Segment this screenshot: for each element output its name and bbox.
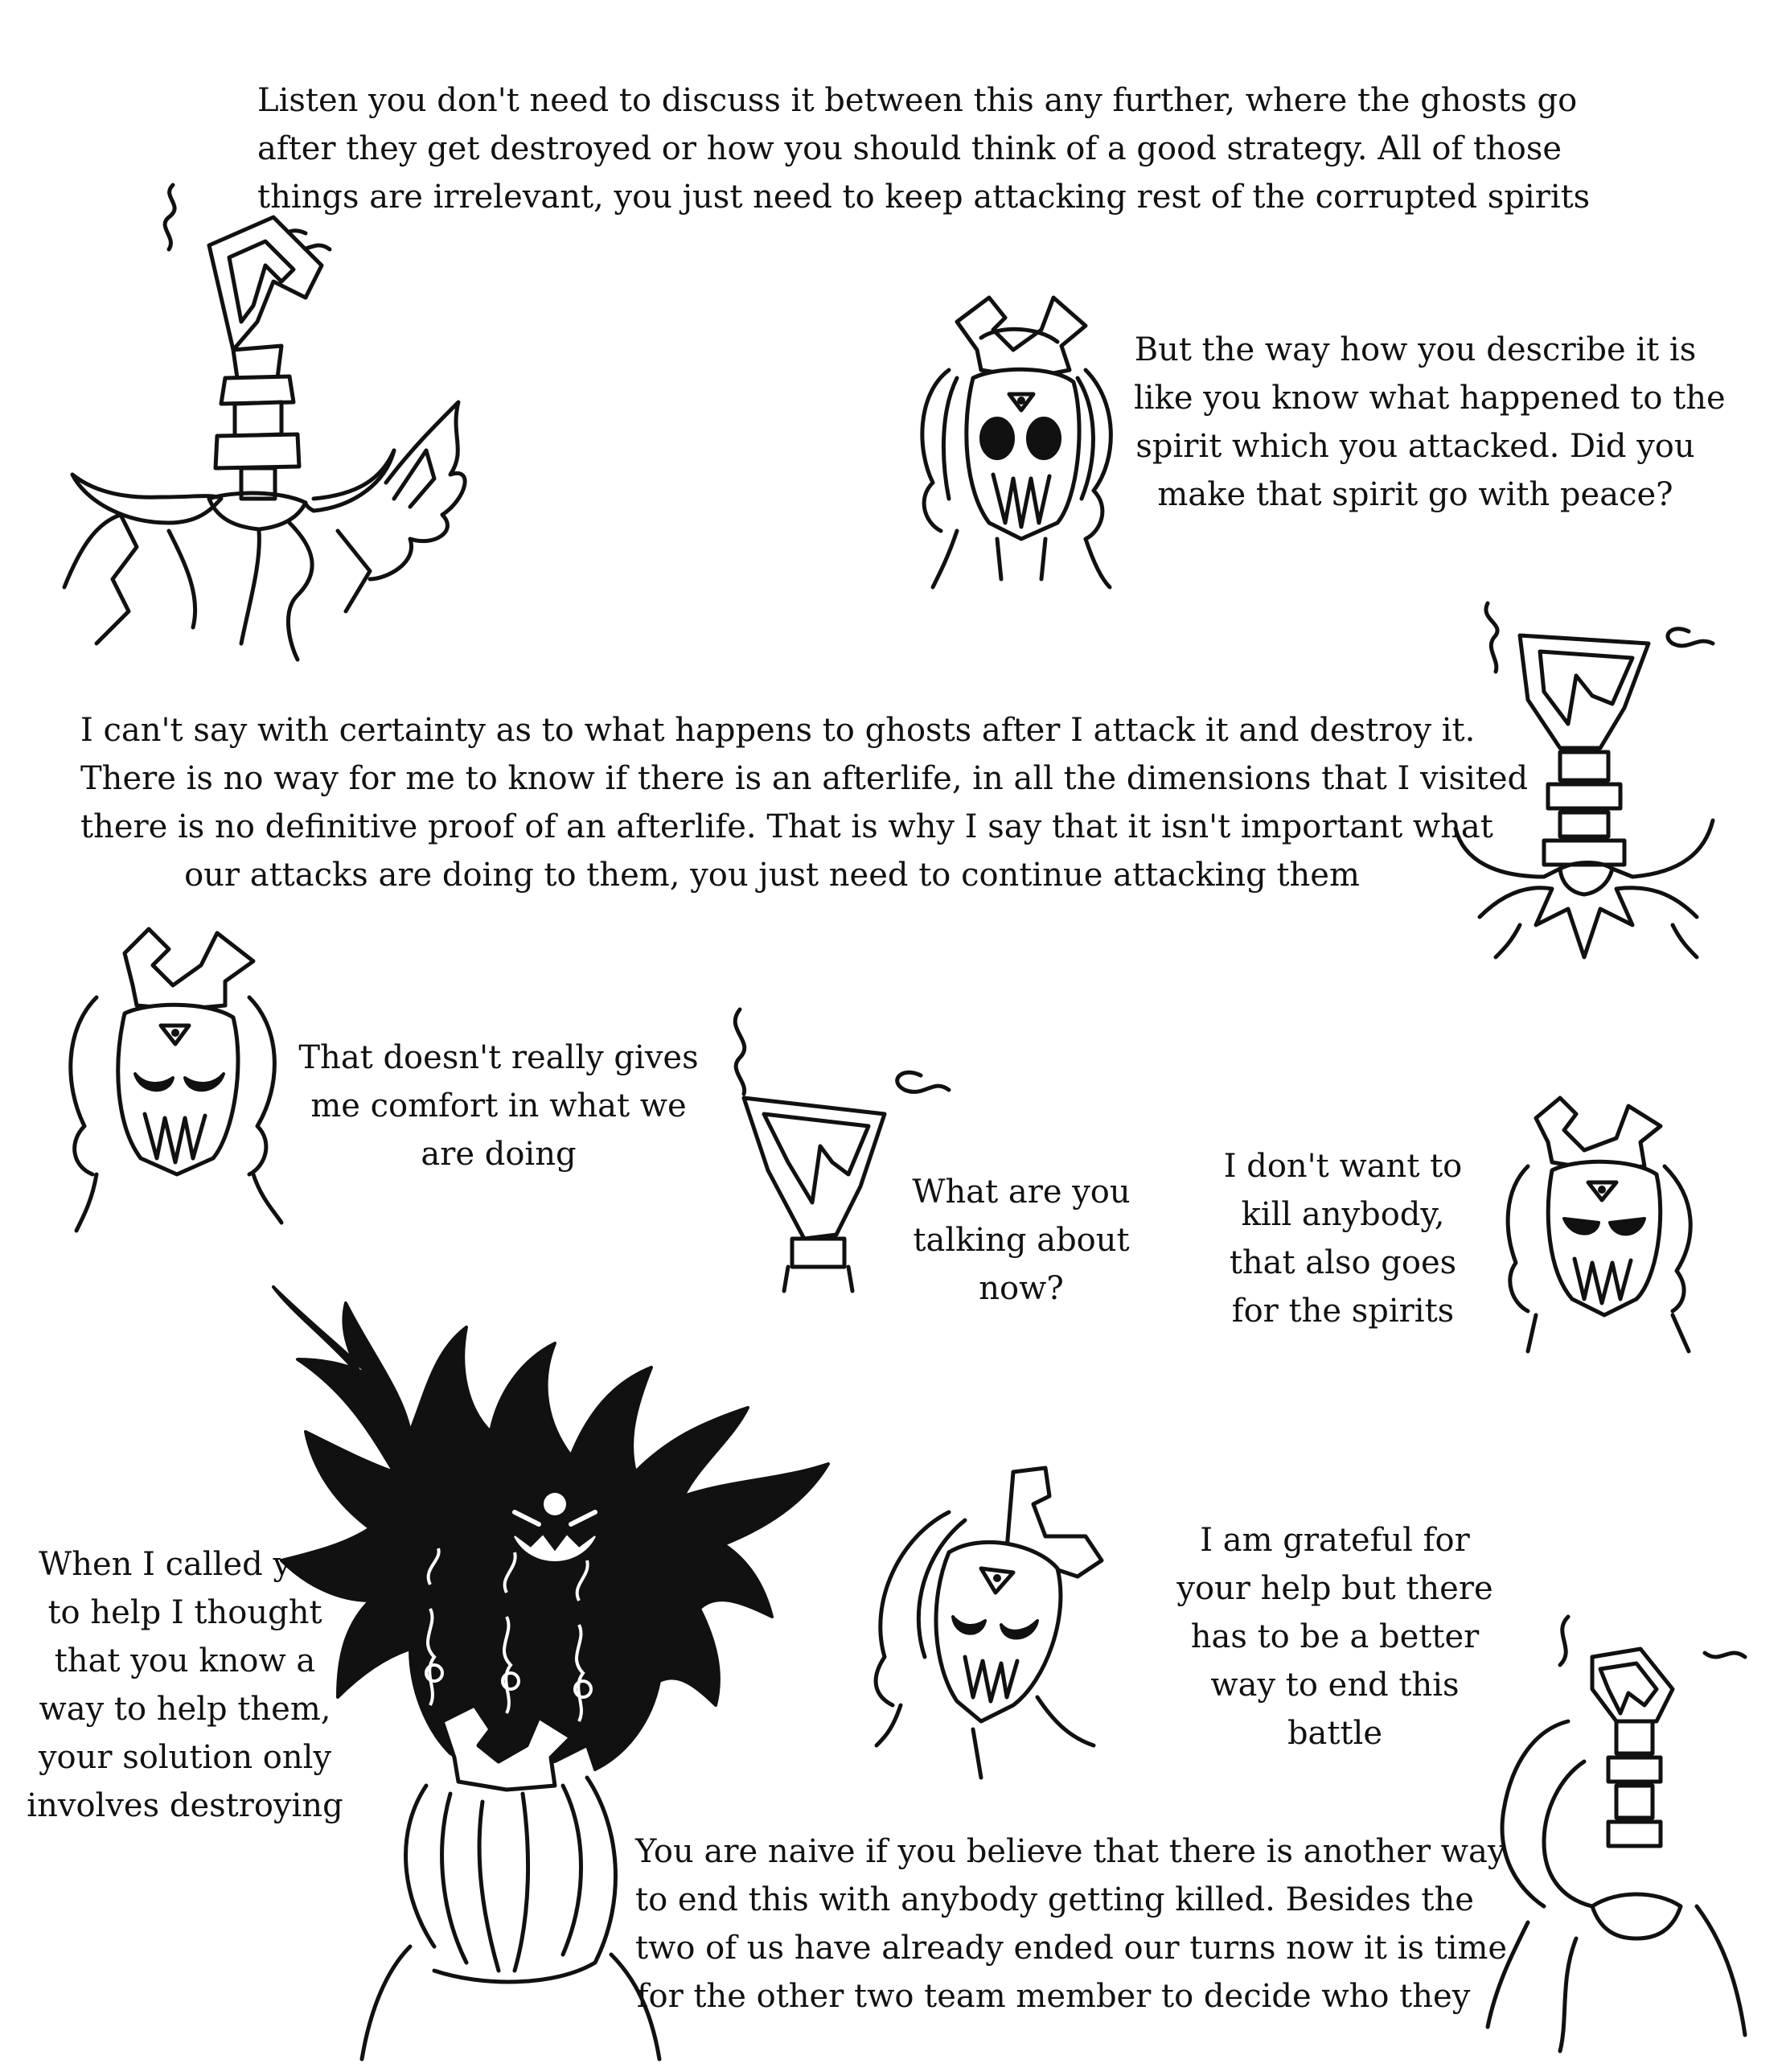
dialogue-masked-spirit-1	[1134, 326, 1726, 519]
dialogue-masked-spirit-4	[24, 1540, 346, 1830]
dialogue-line: for the other two team member to decide who they	[636, 1978, 1471, 2015]
masked-spirit-tilted	[852, 1456, 1158, 1794]
dialogue-line: are doing	[421, 1136, 577, 1173]
dialogue-line: That doesn't really gives	[298, 1039, 699, 1076]
dialogue-masked-spirit-3	[1190, 1142, 1496, 1335]
dialogue-line: now?	[979, 1270, 1064, 1307]
dialogue-line: after they get destroyed or how you should think of a good strategy. All of those	[257, 130, 1562, 167]
dialogue-masked-spirit-5	[1158, 1516, 1512, 1758]
dialogue-line: that also goes	[1229, 1244, 1457, 1281]
staff-demon-figure-bottom-right	[1480, 1601, 1769, 2059]
dialogue-line: to end this with anybody getting killed. Besides the	[635, 1881, 1474, 1918]
dialogue-line: But the way how you describe it is	[1134, 331, 1697, 368]
staff-demon-figure-top-left	[48, 161, 482, 676]
dialogue-line: your help but there	[1176, 1570, 1493, 1607]
dialogue-line: spirit which you attacked. Did you	[1135, 428, 1695, 465]
dialogue-line: your solution only	[38, 1739, 332, 1776]
dialogue-masked-spirit-2	[298, 1034, 700, 1178]
dialogue-line: like you know what happened to the	[1134, 380, 1726, 417]
dialogue-line: You are naive if you believe that there is another way	[635, 1833, 1506, 1870]
dialogue-line: for the spirits	[1231, 1293, 1455, 1330]
dialogue-line: battle	[1287, 1715, 1383, 1752]
dialogue-line: make that spirit go with peace?	[1157, 476, 1673, 513]
dialogue-line: things are irrelevant, you just need to keep attacking rest of the corrupted spirits	[257, 179, 1591, 216]
dialogue-line: way to end this	[1210, 1667, 1460, 1704]
dialogue-line: When I called you	[39, 1546, 331, 1583]
dialogue-line: Listen you don't need to discuss it between this any further, where the ghosts go	[257, 82, 1578, 119]
dialogue-line: I am grateful for	[1200, 1522, 1470, 1559]
dialogue-staff-head	[893, 1168, 1150, 1313]
dialogue-staff-demon-1	[257, 76, 1591, 221]
dialogue-line: What are you	[912, 1174, 1131, 1211]
dialogue-line: two of us have already ended our turns now it is time	[635, 1930, 1508, 1967]
dialogue-line: way to help them,	[39, 1691, 331, 1728]
masked-spirit-closed-eyes	[48, 925, 298, 1239]
masked-spirit-angry	[1496, 1094, 1753, 1367]
dialogue-line: has to be a better	[1190, 1618, 1480, 1655]
dialogue-line: to help I thought	[47, 1594, 322, 1631]
dialogue-line: I don't want to	[1223, 1148, 1463, 1185]
dialogue-line: me comfort in what we	[310, 1087, 687, 1124]
dialogue-staff-demon-3	[635, 1827, 1508, 2021]
masked-spirit-round-eyes	[901, 290, 1142, 595]
dialogue-line: there is no definitive proof of an afterlife. That is why I say that it isn't important what	[80, 808, 1493, 845]
dialogue-line: There is no way for me to know if there is an afterlife, in all the dimensions that I visited	[80, 760, 1529, 797]
dialogue-line: our attacks are doing to them, you just need to continue attacking them	[184, 857, 1360, 894]
dialogue-line: talking about	[913, 1222, 1130, 1259]
dialogue-staff-demon-2	[80, 706, 1529, 899]
dialogue-line: kill anybody,	[1241, 1196, 1445, 1233]
dialogue-line: involves destroying	[27, 1787, 343, 1824]
dialogue-line: I can't say with certainty as to what happens to ghosts after I attack it and destroy it.	[80, 712, 1476, 749]
dialogue-line: that you know a	[54, 1642, 316, 1679]
